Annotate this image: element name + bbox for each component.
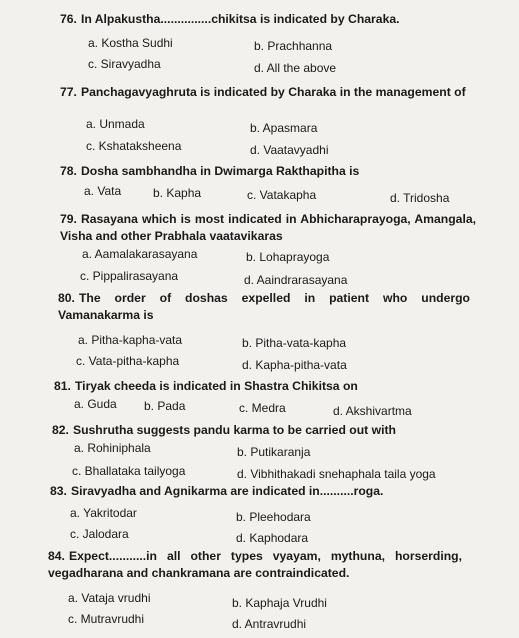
question-number: 78. xyxy=(60,164,77,178)
option-c: c. Pippalirasayana xyxy=(80,269,179,283)
question-number: 79. xyxy=(60,212,77,226)
option-b: b. Lohaprayoga xyxy=(246,250,330,264)
question-number: 81. xyxy=(54,379,71,393)
option-c: c. Vata-pitha-kapha xyxy=(76,354,180,368)
question-number: 76. xyxy=(60,12,77,26)
question-text: Sushrutha suggests pandu karma to be carried out with xyxy=(72,423,396,437)
option-b: b. Kapha xyxy=(153,186,202,200)
question-76 xyxy=(60,11,480,28)
option-a: a. Guda xyxy=(74,397,117,411)
option-c: c. Medra xyxy=(239,401,286,415)
option-b: b. Pleehodara xyxy=(236,510,311,524)
question-82 xyxy=(52,422,472,439)
question-text: Dosha sambhandha in Dwimarga Rakthapitha is xyxy=(80,164,360,178)
question-81 xyxy=(54,378,474,395)
option-b: b. Putikaranja xyxy=(237,445,311,459)
question-text: Siravyadha and Agnikarma are indicated in..........roga. xyxy=(70,484,384,498)
option-d: d. Kaphodara xyxy=(236,531,309,545)
option-d: d. Vibhithakadi snehaphala taila yoga xyxy=(237,467,436,481)
option-a: a. Vataja vrudhi xyxy=(68,591,151,605)
option-c: c. Kshataksheena xyxy=(86,139,182,153)
option-a: a. Yakritodar xyxy=(70,506,137,520)
option-d: d. All the above xyxy=(254,61,337,75)
question-number: 84. xyxy=(48,549,65,563)
option-d: d. Akshivartma xyxy=(333,404,412,418)
question-83 xyxy=(50,483,470,500)
option-d: d. Kapha-pitha-vata xyxy=(242,358,347,372)
question-84 xyxy=(48,548,462,582)
question-79 xyxy=(60,211,476,245)
option-b: b. Pitha-vata-kapha xyxy=(242,336,347,350)
option-a: a. Vata xyxy=(84,184,122,198)
option-d: d. Vaatavyadhi xyxy=(250,143,329,157)
question-77 xyxy=(60,84,478,101)
option-b: b. Apasmara xyxy=(250,121,318,135)
option-c: c. Vatakapha xyxy=(247,188,317,202)
question-number: 82. xyxy=(52,423,69,437)
option-b: b. Pada xyxy=(144,399,186,413)
question-text: Panchagavyaghruta is indicated by Charaka in the management of xyxy=(80,85,466,99)
question-text: In Alpakustha...............chikitsa is indicated by Charaka. xyxy=(80,12,400,26)
question-text: The order of doshas expelled in patient who undergo Vamanakarma is xyxy=(58,291,470,322)
question-text: Rasayana which is most indicated in Abhicharaprayoga, Amangala, Visha and other Prabhala vaatavikaras xyxy=(60,212,476,243)
question-number: 83. xyxy=(50,484,67,498)
option-d: d. Aaindrarasayana xyxy=(244,273,348,287)
question-number: 77. xyxy=(60,85,77,99)
option-c: c. Mutravrudhi xyxy=(68,612,145,626)
option-d: d. Antravrudhi xyxy=(232,617,307,631)
option-a: a. Kostha Sudhi xyxy=(88,36,173,50)
option-c: c. Jalodara xyxy=(70,527,129,541)
option-a: a. Aamalakarasayana xyxy=(82,247,198,261)
question-80 xyxy=(58,290,470,324)
question-text: Expect...........in all other types vyayam, mythuna, horserding, vegadharana and chankramana are contraindicated. xyxy=(48,549,462,580)
option-a: a. Unmada xyxy=(86,117,145,131)
question-text: Tiryak cheeda is indicated in Shastra Chikitsa on xyxy=(74,379,358,393)
option-d: d. Tridosha xyxy=(390,191,450,205)
option-b: b. Kaphaja Vrudhi xyxy=(232,596,327,610)
option-c: c. Siravyadha xyxy=(88,57,161,71)
option-c: c. Bhallataka tailyoga xyxy=(72,464,186,478)
option-a: a. Pitha-kapha-vata xyxy=(78,333,183,347)
question-78 xyxy=(60,163,480,180)
option-b: b. Prachhanna xyxy=(254,39,333,53)
option-a: a. Rohiniphala xyxy=(74,441,151,455)
question-number: 80. xyxy=(58,291,75,305)
